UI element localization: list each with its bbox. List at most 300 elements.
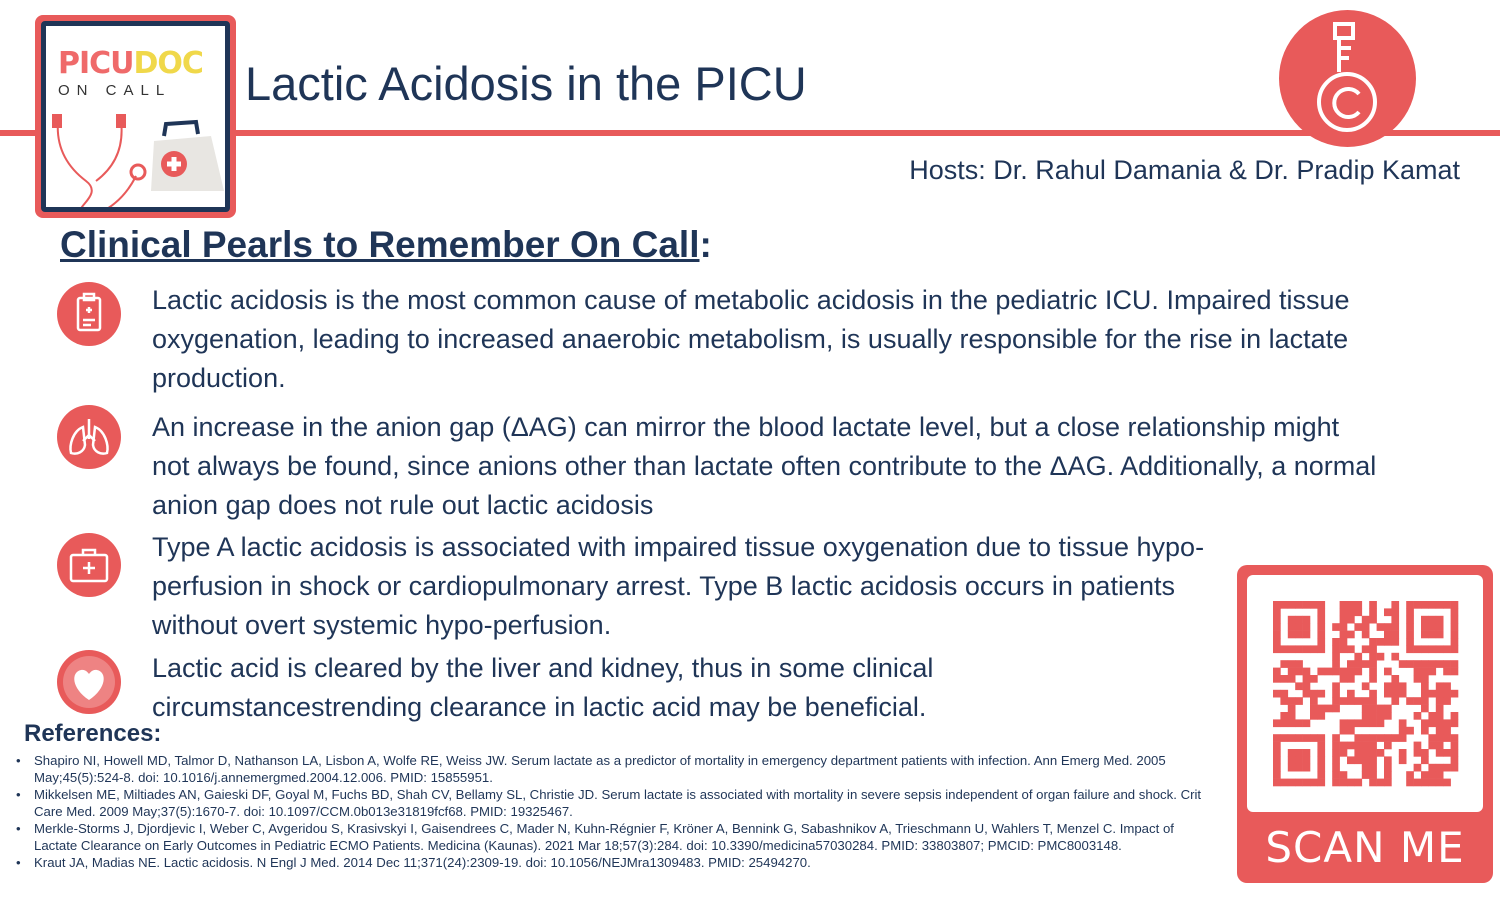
qr-module [1295,719,1303,727]
qr-module [1451,668,1459,676]
qr-module [1347,719,1355,727]
qr-module [1273,771,1281,779]
reference-item: • Mikkelsen ME, Miltiades AN, Gaieski DF, Goyal M, Fuchs BD, Shah CV, Bellamy SL, Christie JD. Serum lactate is associated with mortality in severe sepsis independent of organ failure and shock. Crit Care Med. 2009 May;37(5):1670-7. doi: 10.1097/CCM.0b013e31819fcf68. PMID: 19325467. [14,786,1204,820]
qr-module [1369,697,1377,705]
qr-module [1347,631,1355,639]
qr-module [1317,749,1325,757]
qr-module [1273,638,1281,646]
qr-module [1369,734,1377,742]
qr-module [1414,601,1422,609]
qr-module [1369,660,1377,668]
qr-module [1443,668,1451,676]
qr-module [1317,734,1325,742]
qr-module [1406,638,1414,646]
qr-module [1451,734,1459,742]
first-aid-kit-icon [57,533,121,597]
qr-module [1332,749,1340,757]
qr-module [1280,697,1288,705]
qr-module [1384,764,1392,772]
qr-module [1332,660,1340,668]
qr-module [1384,756,1392,764]
qr-module [1391,734,1399,742]
qr-module [1414,779,1422,787]
qr-module [1340,645,1348,653]
qr-module [1273,675,1281,683]
qr-module [1414,712,1422,720]
reference-item: • Kraut JA, Madias NE. Lactic acidosis. N Engl J Med. 2014 Dec 11;371(24):2309-19. doi: 10.1056/NEJMra1309483. PMID: 25494270. [14,854,1204,871]
stethoscope-bag-icon [46,106,226,212]
qr-module [1436,719,1444,727]
qr-module [1310,675,1318,683]
qr-module [1332,764,1340,772]
qr-module [1436,779,1444,787]
qr-module [1273,734,1281,742]
qr-module [1406,623,1414,631]
qr-module [1288,705,1296,713]
qr-module [1369,601,1377,609]
qr-module [1340,631,1348,639]
qr-module [1406,645,1414,653]
qr-module [1369,653,1377,661]
qr-module [1443,779,1451,787]
qr-module [1436,697,1444,705]
section-heading-text: Clinical Pearls to Remember On Call [60,224,700,265]
qr-module [1443,645,1451,653]
qr-module [1354,601,1362,609]
qr-module [1414,749,1422,757]
qr-module [1436,616,1444,624]
qr-module [1384,712,1392,720]
qr-module [1451,756,1459,764]
podcast-logo [35,15,236,218]
qr-module [1347,601,1355,609]
qr-module [1295,749,1303,757]
qr-module [1273,623,1281,631]
qr-module [1295,734,1303,742]
qr-module [1391,608,1399,616]
qr-module [1406,697,1414,705]
qr-module [1347,779,1355,787]
qr-module [1317,616,1325,624]
qr-module [1354,697,1362,705]
references-list [14,752,1204,871]
qr-module [1377,705,1385,713]
qr-module [1436,749,1444,757]
qr-module [1347,668,1355,676]
qr-module [1332,668,1340,676]
qr-module [1421,601,1429,609]
qr-module [1288,764,1296,772]
pearl-3: Type A lactic acidosis is associated with impaired tissue oxygenation due to tissue hypo-perfusion in shock or cardiopulmonary arrest. Type B lactic acidosis occurs in patients without overt systemic hypo-perfusion. [152,532,1205,640]
qr-module [1428,645,1436,653]
qr-module [1273,616,1281,624]
qr-module [1421,675,1429,683]
qr-module [1347,697,1355,705]
qr-module [1384,742,1392,750]
qr-module [1288,668,1296,676]
qr-module [1303,690,1311,698]
qr-module [1428,601,1436,609]
qr-module [1347,645,1355,653]
qr-module [1347,727,1355,735]
pearl-4: Lactic acid is cleared by the liver and kidney, thus in some clinical circumstancestrending clearance in lactic acid may be beneficial. [152,653,934,722]
qr-module [1421,623,1429,631]
qr-module [1295,756,1303,764]
qr-module [1421,690,1429,698]
qr-module [1288,645,1296,653]
qr-module [1436,764,1444,772]
qr-module [1436,727,1444,735]
qr-module [1362,712,1370,720]
qr-module [1347,690,1355,698]
heart-icon [57,650,121,714]
qr-module [1377,712,1385,720]
qr-module [1362,756,1370,764]
qr-module [1303,734,1311,742]
qr-module [1451,660,1459,668]
qr-module [1273,668,1281,676]
qr-module [1428,668,1436,676]
qr-module [1362,719,1370,727]
qr-module [1303,779,1311,787]
logo-doc: DOC [133,46,203,81]
qr-module [1295,601,1303,609]
qr-module [1310,645,1318,653]
qr-module [1273,608,1281,616]
qr-module [1428,771,1436,779]
qr-module [1436,734,1444,742]
qr-module [1384,631,1392,639]
qr-module [1384,705,1392,713]
qr-module [1421,682,1429,690]
qr-module [1377,779,1385,787]
qr-module [1421,771,1429,779]
qr-module [1451,638,1459,646]
qr-module [1303,645,1311,653]
qr-module [1414,675,1422,683]
qr-module [1347,660,1355,668]
qr-module [1451,601,1459,609]
qr-module [1280,675,1288,683]
qr-module [1340,742,1348,750]
qr-module [1369,608,1377,616]
qr-module [1399,734,1407,742]
qr-module [1303,601,1311,609]
qr-module [1384,690,1392,698]
qr-module [1303,623,1311,631]
qr-module [1436,645,1444,653]
qr-module [1317,764,1325,772]
qr-module [1340,668,1348,676]
qr-module [1354,668,1362,676]
qr-module [1362,697,1370,705]
qr-module [1280,660,1288,668]
qr-module [1273,756,1281,764]
qr-module [1399,682,1407,690]
qr-module [1354,742,1362,750]
qr-module [1317,668,1325,676]
qr-module [1340,779,1348,787]
qr-module [1428,631,1436,639]
qr-module [1369,749,1377,757]
qr-module [1288,631,1296,639]
key-icon [1279,10,1416,147]
qr-module [1428,719,1436,727]
qr-module [1391,616,1399,624]
qr-module [1377,623,1385,631]
qr-module [1273,690,1281,698]
qr-module [1377,749,1385,757]
qr-module [1295,668,1303,676]
qr-module [1280,734,1288,742]
qr-module [1332,771,1340,779]
qr-module [1451,712,1459,720]
qr-module [1340,675,1348,683]
qr-module [1421,727,1429,735]
qr-module [1391,623,1399,631]
qr-module [1347,675,1355,683]
qr-module [1295,697,1303,705]
qr-module [1273,764,1281,772]
qr-module [1310,705,1318,713]
qr-module [1428,779,1436,787]
qr-module [1406,779,1414,787]
qr-module [1362,616,1370,624]
qr-module [1443,660,1451,668]
qr-module [1310,697,1318,705]
qr-module [1391,601,1399,609]
qr-module [1391,682,1399,690]
qr-module [1340,623,1348,631]
qr-module [1384,638,1392,646]
qr-module [1295,660,1303,668]
qr-module [1421,705,1429,713]
qr-module [1310,734,1318,742]
qr-module [1332,742,1340,750]
qr-module [1303,682,1311,690]
qr-module [1436,682,1444,690]
reference-item: • Merkle-Storms J, Djordjevic I, Weber C, Avgeridou S, Krasivskyi I, Gaisendrees C, Mader N, Kuhn-Régnier F, Kröner A, Bennink G, Sabashnikov A, Trieschmann U, Wahlers T, Menzel C. Impact of Lactate Clearance on Early Outcomes in Pediatric ECMO Patients. Medicina (Kaunas). 2021 Mar 18;57(3):284. doi: 10.3390/medicina57030284. PMID: 33803807; PMCID: PMC8003148. [14,820,1204,854]
qr-module [1391,690,1399,698]
qr-module [1317,771,1325,779]
qr-module [1340,749,1348,757]
qr-module [1362,771,1370,779]
qr-module [1421,645,1429,653]
qr-module [1451,749,1459,757]
qr-module [1288,756,1296,764]
qr-module [1428,623,1436,631]
qr-module [1340,727,1348,735]
qr-module [1303,631,1311,639]
qr-module [1421,697,1429,705]
qr-module [1384,623,1392,631]
qr-module [1443,690,1451,698]
qr-module [1273,779,1281,787]
qr-module [1317,742,1325,750]
qr-module [1384,779,1392,787]
qr-module [1421,631,1429,639]
qr-module [1377,734,1385,742]
qr-module [1436,660,1444,668]
qr-module [1428,616,1436,624]
qr-module [1317,756,1325,764]
qr-module [1377,719,1385,727]
qr-module [1414,697,1422,705]
qr-module [1347,608,1355,616]
qr-module [1340,608,1348,616]
qr-module [1414,660,1422,668]
qr-module [1443,697,1451,705]
qr-module [1399,749,1407,757]
qr-module [1295,682,1303,690]
qr-module [1399,719,1407,727]
qr-module [1399,690,1407,698]
qr-module [1428,742,1436,750]
hosts-text: Hosts: Dr. Rahul Damania & Dr. Pradip Kamat [909,155,1460,185]
qr-module [1325,668,1333,676]
qr-module [1406,601,1414,609]
references-heading: References: [24,720,162,747]
qr-module [1384,668,1392,676]
page-title: Lactic Acidosis in the PICU [245,57,807,110]
qr-module [1354,608,1362,616]
qr-module [1332,653,1340,661]
qr-module [1303,719,1311,727]
qr-module [1451,616,1459,624]
qr-module [1428,690,1436,698]
pearl-2: An increase in the anion gap (ΔAG) can mirror the blood lactate level, but a close relationship might not always be found, since anions other than lactate often contribute to the ΔAG. Additionally, a normal anion gap does not rule out lactic acidosis [152,412,1377,520]
qr-module [1451,623,1459,631]
qr-module [1280,601,1288,609]
qr-module [1377,653,1385,661]
qr-module [1273,645,1281,653]
qr-module [1347,616,1355,624]
qr-code[interactable] [1247,575,1483,812]
qr-module [1303,749,1311,757]
qr-module [1310,779,1318,787]
qr-module [1443,764,1451,772]
qr-module [1354,623,1362,631]
qr-module [1303,675,1311,683]
qr-module [1332,638,1340,646]
qr-module [1295,645,1303,653]
qr-module [1428,712,1436,720]
pearl-1: Lactic acidosis is the most common cause of metabolic acidosis in the pediatric ICU. Impaired tissue oxygenation, leading to increased anaerobic metabolism, is usually responsible for the rise in lactate production. [152,285,1350,393]
qr-module [1436,742,1444,750]
qr-module [1436,705,1444,713]
qr-module [1451,608,1459,616]
qr-module [1436,601,1444,609]
qr-module [1436,631,1444,639]
qr-module [1317,623,1325,631]
qr-module [1369,756,1377,764]
qr-module [1317,601,1325,609]
qr-module [1354,756,1362,764]
clipboard-icon [57,282,121,346]
qr-module [1428,734,1436,742]
qr-module [1317,608,1325,616]
qr-module [1295,631,1303,639]
qr-module [1384,771,1392,779]
qr-module [1384,734,1392,742]
qr-module [1421,779,1429,787]
qr-module [1362,645,1370,653]
qr-module [1347,756,1355,764]
qr-module [1369,771,1377,779]
qr-module [1362,749,1370,757]
logo-picu: PICU [58,46,134,81]
qr-module [1347,742,1355,750]
qr-module [1428,660,1436,668]
qr-module [1443,734,1451,742]
qr-module [1369,712,1377,720]
qr-module [1317,705,1325,713]
qr-module [1317,712,1325,720]
qr-module [1443,727,1451,735]
qr-module [1332,690,1340,698]
qr-module [1354,719,1362,727]
qr-module [1369,645,1377,653]
qr-module [1295,779,1303,787]
qr-module [1295,616,1303,624]
qr-module [1288,712,1296,720]
qr-module [1273,749,1281,757]
qr-module [1332,705,1340,713]
qr-module [1421,616,1429,624]
qr-module [1273,719,1281,727]
qr-module [1406,771,1414,779]
qr-module [1421,719,1429,727]
qr-module [1288,623,1296,631]
section-heading [60,224,712,266]
qr-module [1325,705,1333,713]
qr-module [1443,719,1451,727]
qr-module [1340,697,1348,705]
qr-module [1406,608,1414,616]
qr-module [1414,668,1422,676]
qr-module [1288,734,1296,742]
qr-module [1391,653,1399,661]
qr-module [1303,764,1311,772]
qr-module [1310,712,1318,720]
qr-module [1451,645,1459,653]
qr-module [1451,742,1459,750]
qr-module [1406,727,1414,735]
qr-module [1369,616,1377,624]
qr-module [1303,616,1311,624]
qr-module [1340,638,1348,646]
qr-module [1280,645,1288,653]
qr-module [1295,623,1303,631]
qr-module [1369,719,1377,727]
qr-module [1317,645,1325,653]
qr-module [1421,668,1429,676]
qr-module [1362,734,1370,742]
qr-code-card[interactable] [1237,565,1493,883]
qr-module [1451,690,1459,698]
qr-module [1332,734,1340,742]
reference-item: • Shapiro NI, Howell MD, Talmor D, Nathanson LA, Lisbon A, Wolfe RE, Weiss JW. Serum lactate as a predictor of mortality in emergency department patients with infection. Ann Emerg Med. 2005 May;45(5):524-8. doi: 10.1016/j.annemergmed.2004.12.006. PMID: 15855951. [14,752,1204,786]
qr-module [1414,764,1422,772]
qr-module [1362,764,1370,772]
qr-module [1369,638,1377,646]
qr-module [1451,631,1459,639]
qr-module [1377,638,1385,646]
qr-module [1288,601,1296,609]
qr-module [1421,660,1429,668]
qr-module [1317,690,1325,698]
qr-module [1362,660,1370,668]
